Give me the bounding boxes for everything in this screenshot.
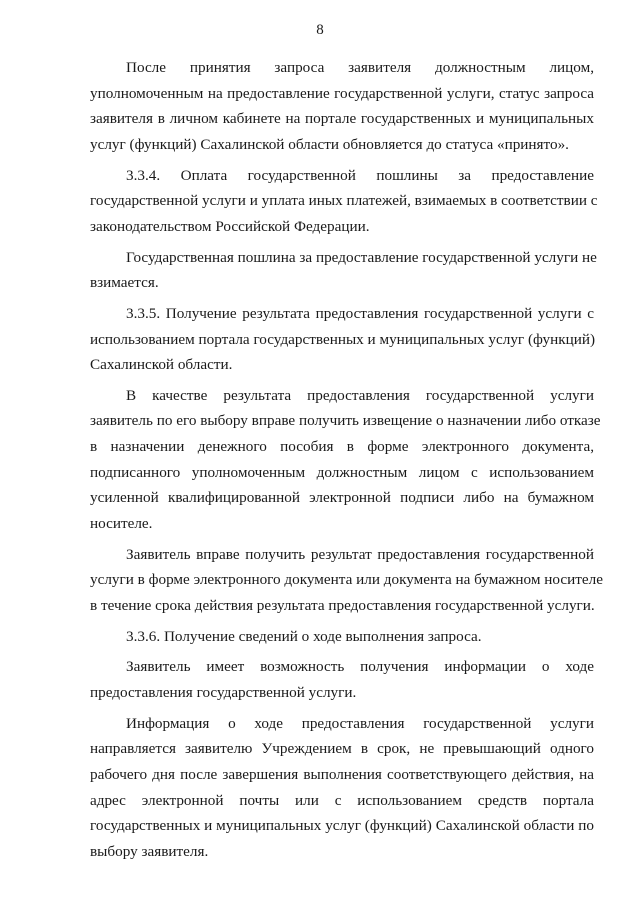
text-line: выбору заявителя. (90, 842, 209, 860)
text-line: Государственная пошлина за предоставление государственной услуги не (126, 248, 597, 266)
paragraph-result-form (90, 542, 603, 619)
text-line: адрес электронной почты или с использованием средств портала (90, 791, 594, 809)
paragraph-3-3-4 (90, 163, 598, 240)
text-line: Заявитель имеет возможность получения информации о ходе (126, 658, 594, 676)
text-line: услуг (функций) Сахалинской области обновляется до статуса «принято». (90, 135, 569, 153)
text-line: услуги в форме электронного документа или документа на бумажном носителе (90, 571, 603, 589)
text-line: государственных и муниципальных услуг (функций) Сахалинской области по (90, 817, 594, 835)
text-line: После принятия запроса заявителя должностным лицом, (126, 59, 594, 76)
text-line: Сахалинской области. (90, 356, 233, 374)
page-number: 8 (316, 22, 324, 38)
paragraph-result-notice (90, 383, 601, 537)
text-line: 3.3.5. Получение результата предоставления государственной услуги с (126, 304, 594, 322)
paragraph-info-delivery (90, 711, 594, 865)
paragraph-3-3-6 (90, 624, 594, 650)
text-line: законодательством Российской Федерации. (90, 217, 370, 235)
text-line: взимается. (90, 274, 159, 292)
text-line: Заявитель вправе получить результат предоставления государственной (126, 545, 594, 563)
text-line: государственной услуги и уплата иных платежей, взимаемых в соответствии с (90, 192, 598, 210)
text-line: уполномоченным на предоставление государственной услуги, статус запроса (90, 84, 594, 102)
text-line: рабочего дня после завершения выполнения соответствующего действия, на (90, 765, 594, 783)
paragraph-info-possibility (90, 654, 594, 705)
paragraph-status-update (90, 55, 594, 157)
text-line: В качестве результата предоставления государственной услуги (126, 386, 594, 404)
text-line: в течение срока действия результата предоставления государственной услуги. (90, 596, 595, 614)
text-line: направляется заявителю Учреждением в срок, не превышающий одного (90, 740, 594, 758)
text-line: усиленной квалифицированной электронной подписи либо на бумажном (90, 489, 594, 507)
text-line: в назначении денежного пособия в форме электронного документа, (90, 438, 594, 456)
text-line: Информация о ходе предоставления государственной услуги (126, 714, 594, 732)
paragraph-3-3-5 (90, 301, 594, 378)
document-body (90, 55, 603, 864)
text-line: заявитель по его выбору вправе получить извещение о назначении либо отказе (90, 412, 601, 430)
text-line: заявителя в личном кабинете на портале государственных и муниципальных (90, 110, 594, 128)
text-line: 3.3.4. Оплата государственной пошлины за предоставление (126, 166, 594, 184)
text-line: носителе. (90, 514, 153, 532)
text-line: подписанного уполномоченным должностным лицом с использованием (90, 463, 594, 481)
text-line: использованием портала государственных и муниципальных услуг (функций) (90, 330, 596, 348)
text-line: 3.3.6. Получение сведений о ходе выполнения запроса. (126, 627, 482, 645)
paragraph-duty-not-charged (90, 245, 597, 296)
text-line: предоставления государственной услуги. (90, 683, 357, 701)
